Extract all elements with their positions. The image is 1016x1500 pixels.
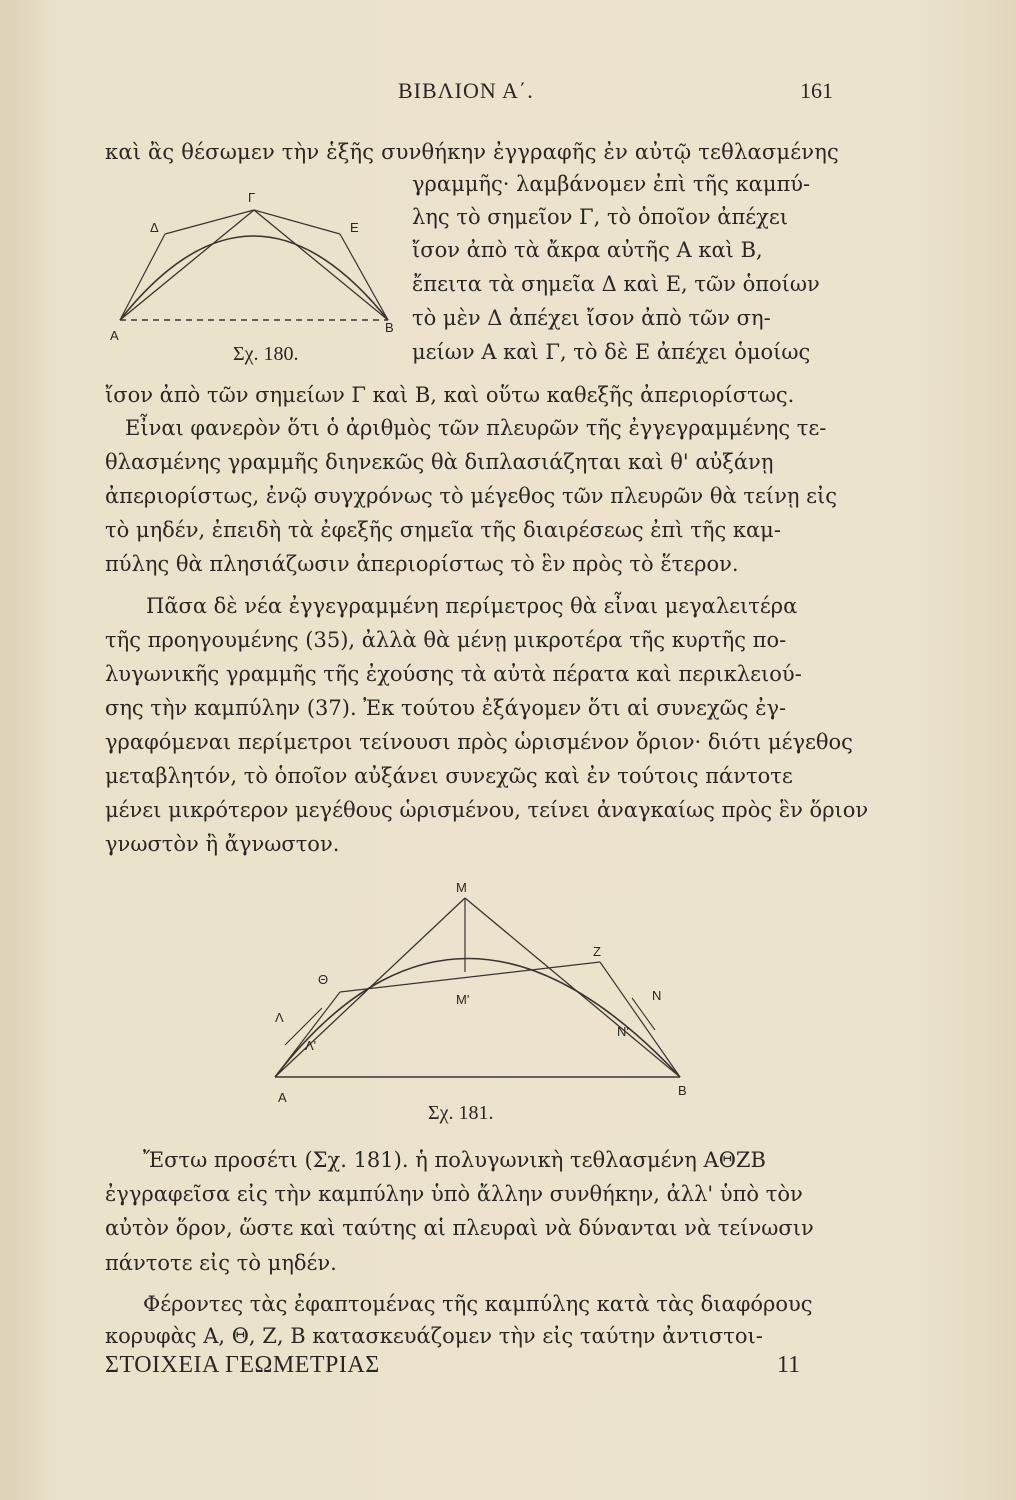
p1-line-3: θλασμένης γραμμῆς διηνεκῶς θὰ διπλασιάζηται καὶ θ' αὐξάνῃ xyxy=(105,450,774,474)
side-line-3: ἴσον ἀπὸ τὰ ἄκρα αὐτῆς Α καὶ Β, xyxy=(412,238,763,262)
text-line-top: καὶ ἂς θέσωμεν τὴν ἑξῆς συνθήκην ἐγγραφῆς ἐν αὐτῷ τεθλασμένης xyxy=(105,140,840,164)
p2-line-2: τῆς προηγουμένης (35), ἀλλὰ θὰ μένῃ μικροτέρα τῆς κυρτῆς πο- xyxy=(105,628,787,652)
side-line-1: γραμμῆς· λαμβάνομεν ἐπὶ τῆς καμπύ- xyxy=(412,172,811,196)
side-line-4: ἔπειτα τὰ σημεῖα Δ καὶ Ε, τῶν ὁποίων xyxy=(412,272,820,296)
p2-line-8: γνωστὸν ἢ ἄγνωστον. xyxy=(105,832,340,856)
p2-line-6: μεταβλητόν, τὸ ὁποῖον αὐξάνει συνεχῶς καὶ ἐν τούτοις πάντοτε xyxy=(105,764,793,788)
fig181-label-theta: Θ xyxy=(318,972,329,987)
fig180-chord-gb xyxy=(254,210,388,320)
fig180-chord-dg xyxy=(165,210,254,234)
fig181-label-m: Μ xyxy=(456,880,467,895)
p1-line-4: ἀπεριορίστως, ἐνῷ συγχρόνως τὸ μέγεθος τῶν πλευρῶν θὰ τείνῃ εἰς xyxy=(105,484,837,508)
fig181-label-b: Β xyxy=(678,1083,687,1098)
p3-line-1: Ἔστω προσέτι (Σχ. 181). ἡ πολυγωνικὴ τεθλασμένη ΑΘΖΒ xyxy=(143,1148,766,1172)
figure-180-caption: Σχ. 180. xyxy=(233,343,299,365)
fig181-label-l: Λ xyxy=(275,1010,284,1025)
p1-line-1: ἴσον ἀπὸ τῶν σημείων Γ καὶ Β, καὶ οὕτω καθεξῆς ἀπεριορίστως. xyxy=(105,383,795,407)
fig180-chord-ag xyxy=(120,210,254,320)
side-line-6: μείων Α καὶ Γ, τὸ δὲ Ε ἀπέχει ὁμοίως xyxy=(412,340,811,364)
fig180-label-a: Α xyxy=(110,328,119,342)
p2-line-3: λυγωνικῆς γραμμῆς τῆς ἐχούσης τὰ αὐτὰ πέρατα καὶ περικλειού- xyxy=(105,662,802,686)
fig180-label-e: Ε xyxy=(350,220,359,235)
fig180-label-g: Γ xyxy=(248,190,256,205)
fig181-label-n: Ν xyxy=(652,988,662,1003)
p3-line-4: πάντοτε εἰς τὸ μηδέν. xyxy=(105,1251,337,1275)
fig181-label-n2: Ν' xyxy=(617,1024,629,1039)
fig181-chord-z-b xyxy=(600,962,680,1077)
p4-line-1: Φέροντες τὰς ἐφαπτομένας τῆς καμπύλης κατὰ τὰς διαφόρους xyxy=(143,1292,813,1316)
side-line-2: λης τὸ σημεῖον Γ, τὸ ὁποῖον ἀπέχει xyxy=(412,205,788,229)
fig180-label-d: Δ xyxy=(150,220,159,235)
footer-signature: ΣΤΟΙΧΕΙΑ ΓΕΩΜΕΤΡΙΑΣ xyxy=(105,1352,380,1378)
figure-181 xyxy=(260,880,720,1110)
fig181-chord-theta-z xyxy=(340,962,600,992)
fig180-chord-ad xyxy=(120,234,165,320)
running-head-title: ΒΙΒΛΙΟΝ Α΄. xyxy=(398,78,534,103)
p1-line-5: τὸ μηδέν, ἐπειδὴ τὰ ἐφεξῆς σημεῖα τῆς διαιρέσεως ἐπὶ τῆς καμ- xyxy=(105,518,781,542)
p2-line-5: γραφόμεναι περίμετροι τείνουσι πρὸς ὡρισμένον ὅριον· διότι μέγεθος xyxy=(105,730,853,754)
p2-line-7: μένει μικρότερον μεγέθους ὡρισμένου, τείνει ἀναγκαίως πρὸς ἓν ὅριον xyxy=(105,798,869,822)
p2-line-4: σης τὴν καμπύλην (37). Ἐκ τούτου ἐξάγομεν ὅτι αἱ συνεχῶς ἐγ- xyxy=(105,696,787,720)
fig181-label-a: Α xyxy=(278,1090,287,1105)
page-number: 161 xyxy=(800,78,833,103)
p3-line-3: αὐτὸν ὅρον, ὥστε καὶ ταύτης αἱ πλευραὶ νὰ δύνανται νὰ τείνωσιν xyxy=(105,1216,814,1240)
figure-181-caption: Σχ. 181. xyxy=(428,1102,494,1124)
footer-sheet-number: 11 xyxy=(777,1352,801,1378)
p3-line-2: ἐγγραφεῖσα εἰς τὴν καμπύλην ὑπὸ ἄλλην συνθήκην, ἀλλ' ὑπὸ τὸν xyxy=(105,1182,803,1206)
fig181-label-m2: Μ' xyxy=(456,992,470,1007)
p1-line-6: πύλης θὰ πλησιάζωσιν ἀπεριορίστως τὸ ἓν πρὸς τὸ ἕτερον. xyxy=(105,552,739,576)
p2-line-1: Πᾶσα δὲ νέα ἐγγεγραμμένη περίμετρος θὰ εἶναι μεγαλειτέρα xyxy=(146,594,798,618)
fig181-chord-a-theta xyxy=(275,992,340,1077)
fig181-tangent-b xyxy=(465,898,680,1077)
p1-line-2: Εἶναι φανερὸν ὅτι ὁ ἀριθμὸς τῶν πλευρῶν τῆς ἐγγεγραμμένης τε- xyxy=(125,416,827,440)
fig180-label-b: Β xyxy=(385,320,394,335)
fig181-label-z: Ζ xyxy=(593,944,601,959)
running-head xyxy=(0,78,1016,108)
fig181-label-l2: Λ' xyxy=(305,1038,317,1053)
side-line-5: τὸ μὲν Δ ἀπέχει ἴσον ἀπὸ τῶν ση- xyxy=(412,306,771,330)
p4-line-2: κορυφὰς Α, Θ, Ζ, Β κατασκευάζομεν τὴν εἰς ταύτην ἀντιστοι- xyxy=(105,1324,763,1348)
fig181-tangent-a xyxy=(275,898,465,1077)
fig180-chord-ge xyxy=(254,210,340,234)
figure-180 xyxy=(100,172,400,342)
